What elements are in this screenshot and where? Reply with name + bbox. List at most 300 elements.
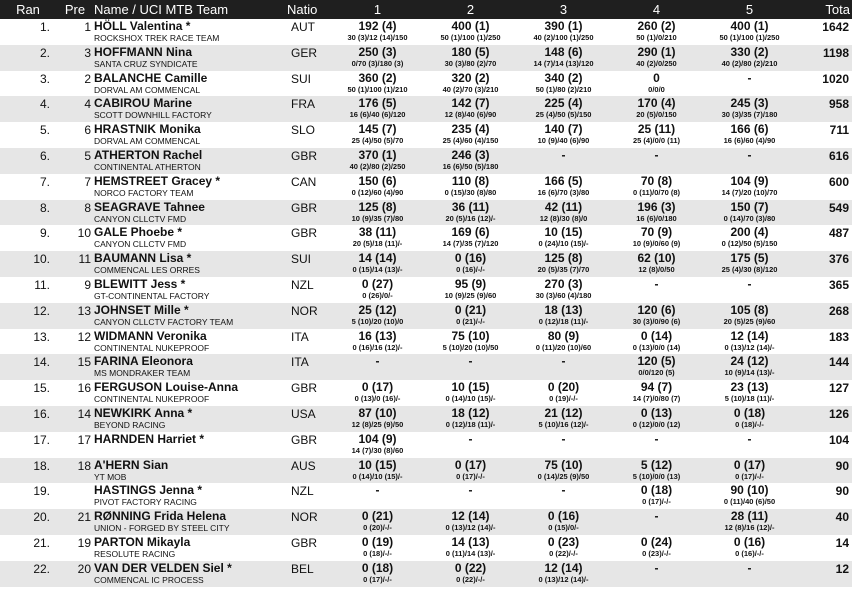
nation-cell: AUT xyxy=(291,20,315,34)
team-name: COMMENCAL LES ORRES xyxy=(94,265,200,276)
round-points: 0 (27) xyxy=(361,276,394,291)
round-1-cell xyxy=(331,303,424,329)
nation-cell: SUI xyxy=(287,251,331,277)
team-name: PIVOT FACTORY RACING xyxy=(94,497,197,508)
round-points: 75 (10) xyxy=(451,328,490,343)
round-points: - xyxy=(747,431,752,446)
previous-rank-cell: 18 xyxy=(56,458,94,484)
team-name: CANYON CLLCTV FMD xyxy=(94,213,187,224)
previous-rank-cell: 15 xyxy=(56,354,94,380)
round-points: 104 (9) xyxy=(730,173,769,188)
round-points: - xyxy=(375,483,380,498)
round-points: 140 (7) xyxy=(544,122,583,137)
total-cell: 1198 xyxy=(796,45,852,71)
round-points: 196 (3) xyxy=(637,199,676,214)
table-row xyxy=(0,225,852,251)
round-detail: 20 (5)/25 (9)/60 xyxy=(723,316,776,326)
round-points: 0 xyxy=(653,70,660,85)
nation-cell: NOR xyxy=(287,509,331,535)
round-detail: 14 (7)/30 (8)/60 xyxy=(351,445,404,455)
round-detail: 5 (10)/0/0 (13) xyxy=(632,471,681,481)
round-points: 12 (14) xyxy=(451,509,490,524)
nation-cell: FRA xyxy=(287,96,331,122)
round-5-cell xyxy=(703,432,796,458)
round-points: - xyxy=(654,560,659,575)
round-2-cell xyxy=(424,71,517,97)
header-nation: Natio xyxy=(287,0,331,19)
table-row xyxy=(0,45,852,71)
table-header xyxy=(0,0,852,19)
round-points: 0 (21) xyxy=(361,509,394,524)
round-points: 80 (9) xyxy=(547,328,580,343)
rider-cell xyxy=(94,251,287,277)
round-points: 192 (4) xyxy=(358,19,397,33)
round-points: 10 (15) xyxy=(544,225,583,240)
round-points: 120 (5) xyxy=(637,354,676,369)
previous-rank-cell: 19 xyxy=(77,535,91,550)
round-detail: 0 (12)/60 (4)/90 xyxy=(351,187,404,197)
round-detail: 10 (9)/14 (13)/- xyxy=(724,368,775,378)
round-5-cell xyxy=(703,509,796,535)
round-points: 0 (18) xyxy=(640,483,673,498)
round-points: - xyxy=(561,354,566,369)
round-points: 75 (10) xyxy=(544,457,583,472)
rank-cell: 12. xyxy=(0,303,56,329)
rank-cell: 16. xyxy=(0,406,56,432)
round-1-cell xyxy=(331,148,424,174)
round-points: 170 (4) xyxy=(637,96,676,111)
round-detail: 12 (8)/30 (8)/0 xyxy=(539,213,588,223)
round-5-cell xyxy=(703,535,796,561)
round-points: 90 (10) xyxy=(730,483,769,498)
round-points: - xyxy=(654,431,659,446)
round-2-cell xyxy=(424,277,517,303)
rider-cell xyxy=(94,509,287,535)
previous-rank-cell: 4 xyxy=(56,96,94,122)
nation-cell: GBR xyxy=(291,226,318,241)
rank-cell: 20. xyxy=(0,509,56,535)
round-detail: 5 (10)/18 (11)/- xyxy=(724,394,775,404)
rider-cell xyxy=(94,148,287,174)
round-points: 62 (10) xyxy=(637,251,676,266)
total-cell: 144 xyxy=(796,354,852,380)
round-points: 18 (12) xyxy=(451,405,490,420)
nation-cell: GBR xyxy=(291,381,318,396)
round-points: 0 (17) xyxy=(733,457,766,472)
round-4-cell xyxy=(610,122,703,148)
round-points: 235 (4) xyxy=(451,122,490,137)
round-points: 10 (15) xyxy=(451,380,490,395)
round-detail: 16 (6)/40 (6)/120 xyxy=(349,110,406,120)
rider-name: GALE Phoebe * xyxy=(94,225,183,240)
round-detail: 50 (1)/100 (1)/250 xyxy=(719,33,780,42)
header-round-2: 2 xyxy=(424,0,517,19)
rank-cell: 10. xyxy=(0,251,56,277)
round-1-cell xyxy=(331,432,424,458)
round-1-cell xyxy=(331,71,424,97)
rider-name: ATHERTON Rachel xyxy=(94,147,203,162)
table-row xyxy=(0,561,852,587)
round-points: 94 (7) xyxy=(640,380,673,395)
round-2-cell xyxy=(424,200,517,226)
round-detail: 0 (15)/0/- xyxy=(548,523,579,533)
table-row xyxy=(0,458,852,484)
round-points: 145 (7) xyxy=(358,122,397,137)
round-points: 360 (2) xyxy=(358,70,397,85)
round-3-cell xyxy=(517,509,610,535)
round-5-cell xyxy=(703,225,796,251)
round-points: 0 (14) xyxy=(640,328,673,343)
round-points: 260 (2) xyxy=(637,19,676,33)
previous-rank-cell: 2 xyxy=(84,71,91,86)
total-cell: 616 xyxy=(796,148,852,174)
nation-cell: NZL xyxy=(291,484,314,499)
round-3-cell xyxy=(517,483,610,509)
round-detail: 10 (9)/25 (9)/60 xyxy=(444,290,497,300)
round-4-cell xyxy=(610,96,703,122)
nation-cell: GBR xyxy=(291,432,318,447)
round-1-cell xyxy=(331,96,424,122)
total-cell: 711 xyxy=(829,123,849,138)
round-3-cell xyxy=(517,432,610,458)
previous-rank-cell: 10 xyxy=(77,226,91,241)
round-points: 104 (9) xyxy=(358,431,397,446)
rank-cell: 6. xyxy=(0,148,56,174)
round-4-cell xyxy=(610,277,703,303)
round-detail: 30 (3)/0/90 (6) xyxy=(632,316,681,326)
nation-cell: GBR xyxy=(287,148,331,174)
rank-cell: 11. xyxy=(34,277,50,292)
round-1-cell xyxy=(331,354,424,380)
total-cell: 1642 xyxy=(822,20,849,34)
round-points: 0 (17) xyxy=(361,380,394,395)
round-points: 70 (9) xyxy=(640,225,673,240)
table-row xyxy=(0,509,852,535)
total-cell: 487 xyxy=(828,226,849,241)
rider-cell xyxy=(94,174,287,200)
team-name: CANYON CLLCTV FMD xyxy=(94,239,187,250)
rider-name: BAUMANN Lisa * xyxy=(94,251,192,266)
total-cell: 90 xyxy=(796,458,852,484)
rider-name: FARINA Eleonora xyxy=(94,354,193,369)
round-points: 0 (16) xyxy=(733,534,766,549)
round-3-cell xyxy=(517,277,610,303)
previous-rank-cell xyxy=(56,483,94,509)
rank-cell: 13. xyxy=(33,329,50,344)
round-4-cell xyxy=(610,432,703,458)
round-detail: 14 (7)/35 (7)/120 xyxy=(442,239,499,249)
round-points: - xyxy=(654,147,659,162)
previous-rank-cell: 17 xyxy=(77,432,91,447)
table-row xyxy=(0,380,852,406)
round-4-cell xyxy=(610,303,703,329)
round-3-cell xyxy=(517,303,610,329)
round-3-cell xyxy=(517,96,610,122)
round-2-cell xyxy=(424,329,517,355)
round-points: 28 (11) xyxy=(730,509,769,524)
round-detail: 50 (1)/100 (1)/210 xyxy=(347,84,408,94)
round-detail: 0 (14)/70 (3)/80 xyxy=(723,213,776,223)
nation-cell: CAN xyxy=(291,174,317,189)
round-detail: 5 (10)/20 (10)/0 xyxy=(351,316,404,326)
round-detail: 0/0/0 xyxy=(648,84,665,94)
rider-cell xyxy=(94,96,287,122)
round-2-cell xyxy=(424,174,517,200)
round-detail: 0 (23)/-/- xyxy=(642,548,671,558)
round-1-cell xyxy=(331,200,424,226)
round-points: - xyxy=(747,70,752,85)
team-name: CONTINENTAL ATHERTON xyxy=(94,161,201,172)
round-detail: 0 (11)/20 (10)/60 xyxy=(535,342,592,352)
nation-cell: NZL xyxy=(291,277,314,292)
round-points: - xyxy=(468,354,473,369)
round-points: 0 (18) xyxy=(733,405,766,420)
rider-cell xyxy=(94,535,287,561)
rider-cell xyxy=(94,277,287,303)
table-row xyxy=(0,303,852,329)
nation-cell: BEL xyxy=(287,561,331,587)
round-points: 400 (1) xyxy=(730,19,769,33)
round-5-cell xyxy=(703,303,796,329)
rider-name: WIDMANN Veronika xyxy=(94,328,207,343)
round-points: 250 (3) xyxy=(358,44,397,59)
round-3-cell xyxy=(517,71,610,97)
round-detail: 50 (1)/100 (1)/250 xyxy=(440,33,501,42)
round-points: - xyxy=(468,483,473,498)
team-name: SCOTT DOWNHILL FACTORY xyxy=(94,110,212,121)
round-2-cell xyxy=(424,483,517,509)
round-detail: 0 (18)/-/- xyxy=(735,419,764,429)
team-name: YT MOB xyxy=(94,471,127,482)
round-points: 370 (1) xyxy=(358,147,397,162)
round-3-cell xyxy=(517,458,610,484)
total-cell: 90 xyxy=(835,484,849,499)
rider-name: VAN DER VELDEN Siel * xyxy=(94,560,232,575)
rider-cell xyxy=(94,200,287,226)
round-detail: 0 (13)/12 (14)/- xyxy=(445,523,496,533)
round-detail: 0 (13)/12 (14)/- xyxy=(724,342,775,352)
round-1-cell xyxy=(331,174,424,200)
round-3-cell xyxy=(517,45,610,71)
team-name: NORCO FACTORY TEAM xyxy=(94,187,194,198)
round-2-cell xyxy=(424,148,517,174)
round-detail: 0 (14)/10 (15)/- xyxy=(352,471,403,481)
round-points: 200 (4) xyxy=(730,225,769,240)
round-detail: 0/70 (3)/180 (3) xyxy=(351,58,404,68)
round-detail: 0 (16)/-/- xyxy=(735,548,764,558)
round-detail: 16 (6)/70 (3)/80 xyxy=(537,187,590,197)
rider-cell xyxy=(94,19,287,45)
total-cell: 183 xyxy=(828,329,849,344)
round-detail: 25 (4)/50 (5)/150 xyxy=(535,110,592,120)
round-points: 390 (1) xyxy=(544,19,583,33)
round-4-cell xyxy=(610,19,703,45)
rider-cell xyxy=(94,561,287,587)
round-points: 225 (4) xyxy=(544,96,583,111)
round-detail: 30 (3)/12 (14)/150 xyxy=(347,33,408,42)
table-row xyxy=(0,200,852,226)
rider-name: NEWKIRK Anna * xyxy=(94,405,193,420)
total-cell: 126 xyxy=(796,406,852,432)
rider-cell xyxy=(94,354,287,380)
round-points: 0 (24) xyxy=(640,534,673,549)
round-5-cell xyxy=(703,406,796,432)
rank-cell: 18. xyxy=(0,458,56,484)
total-cell: 549 xyxy=(796,200,852,226)
round-points: 95 (9) xyxy=(454,276,487,291)
round-4-cell xyxy=(610,561,703,587)
rider-name: JOHNSET Mille * xyxy=(94,302,189,317)
round-3-cell xyxy=(517,122,610,148)
team-name: DORVAL AM COMMENCAL xyxy=(94,136,201,147)
round-1-cell xyxy=(331,122,424,148)
nation-cell: GBR xyxy=(287,200,331,226)
team-name: BEYOND RACING xyxy=(94,419,166,430)
previous-rank-cell: 5 xyxy=(56,148,94,174)
team-name: UNION - FORGED BY STEEL CITY xyxy=(94,523,230,534)
round-detail: 0 (13)/12 (14)/- xyxy=(538,574,589,584)
round-points: - xyxy=(561,431,566,446)
previous-rank-cell: 21 xyxy=(56,509,94,535)
round-1-cell xyxy=(331,45,424,71)
round-detail: 30 (3)/35 (7)/180 xyxy=(721,110,778,120)
round-4-cell xyxy=(610,225,703,251)
round-points: 14 (14) xyxy=(358,251,397,266)
rider-cell xyxy=(94,303,287,329)
rank-cell: 21. xyxy=(33,535,50,550)
round-2-cell xyxy=(424,380,517,406)
rank-cell: 22. xyxy=(0,561,56,587)
nation-cell: SLO xyxy=(291,123,316,138)
round-5-cell xyxy=(703,122,796,148)
round-5-cell xyxy=(703,277,796,303)
round-detail: 0 (19)/-/- xyxy=(549,394,578,404)
previous-rank-cell: 3 xyxy=(56,45,94,71)
round-1-cell xyxy=(331,277,424,303)
round-2-cell xyxy=(424,251,517,277)
round-points: - xyxy=(654,276,659,291)
table-row xyxy=(0,251,852,277)
round-detail: 0 (11)/0/70 (8) xyxy=(632,187,681,197)
round-detail: 0 (16)/16 (12)/- xyxy=(352,342,403,352)
rider-name: PARTON Mikayla xyxy=(94,534,191,549)
round-points: 0 (19) xyxy=(361,534,394,549)
total-cell: 104 xyxy=(828,432,849,447)
previous-rank-cell: 11 xyxy=(56,251,94,277)
round-5-cell xyxy=(703,329,796,355)
round-5-cell xyxy=(703,483,796,509)
round-points: 105 (8) xyxy=(730,302,769,317)
round-5-cell xyxy=(703,96,796,122)
nation-cell: NOR xyxy=(287,303,331,329)
round-points: 0 (16) xyxy=(454,251,487,266)
rider-name: SEAGRAVE Tahnee xyxy=(94,199,205,214)
round-1-cell xyxy=(331,251,424,277)
round-detail: 16 (6)/50 (5)/180 xyxy=(442,161,499,171)
round-1-cell xyxy=(331,535,424,561)
rank-cell: 17. xyxy=(33,432,50,447)
round-detail: 0 (12)/18 (11)/- xyxy=(445,419,496,429)
table-row xyxy=(0,148,852,174)
total-cell: 376 xyxy=(796,251,852,277)
round-5-cell xyxy=(703,71,796,97)
round-detail: 0 (12)/0/0 (12) xyxy=(632,419,681,429)
round-points: 290 (1) xyxy=(637,44,676,59)
rider-name: A'HERN Sian xyxy=(94,457,169,472)
round-2-cell xyxy=(424,122,517,148)
round-1-cell xyxy=(331,483,424,509)
rank-cell: 19. xyxy=(33,484,50,499)
total-cell: 40 xyxy=(796,509,852,535)
round-detail: 0 (13)/0/0 (14) xyxy=(632,342,681,352)
round-points: 150 (6) xyxy=(358,173,397,188)
round-points: 0 (23) xyxy=(547,534,580,549)
table-row xyxy=(0,354,852,380)
previous-rank-cell: 12 xyxy=(77,329,91,344)
round-1-cell xyxy=(331,19,424,45)
round-4-cell xyxy=(610,380,703,406)
round-points: 148 (6) xyxy=(544,44,583,59)
rank-cell: 3. xyxy=(39,71,50,86)
round-2-cell xyxy=(424,303,517,329)
rider-cell xyxy=(94,122,287,148)
previous-rank-cell: 6 xyxy=(84,123,91,138)
round-1-cell xyxy=(331,225,424,251)
round-detail: 5 (10)/20 (10)/50 xyxy=(442,342,499,352)
round-points: 150 (7) xyxy=(730,199,769,214)
round-detail: 25 (4)/0/0 (11) xyxy=(632,136,681,146)
table-row xyxy=(0,122,852,148)
rank-cell: 7. xyxy=(39,174,50,189)
round-4-cell xyxy=(610,200,703,226)
table-row xyxy=(0,174,852,200)
round-detail: 40 (2)/80 (2)/250 xyxy=(349,161,406,171)
round-2-cell xyxy=(424,225,517,251)
round-5-cell xyxy=(703,45,796,71)
rider-name: RØNNING Frida Helena xyxy=(94,509,227,524)
round-points: 0 (18) xyxy=(361,560,394,575)
round-points: 5 (12) xyxy=(640,457,673,472)
round-1-cell xyxy=(331,509,424,535)
round-points: - xyxy=(561,483,566,498)
rider-name: HOFFMANN Nina xyxy=(94,44,192,59)
round-5-cell xyxy=(703,174,796,200)
round-3-cell xyxy=(517,329,610,355)
round-detail: 0 (24)/10 (15)/- xyxy=(538,239,589,249)
nation-cell: AUS xyxy=(287,458,331,484)
round-points: 25 (11) xyxy=(637,122,676,137)
header-round-1: 1 xyxy=(331,0,424,19)
round-detail: 50 (1)/0/210 xyxy=(636,33,677,42)
round-3-cell xyxy=(517,19,610,45)
round-2-cell xyxy=(424,406,517,432)
header-round-3: 3 xyxy=(517,0,610,19)
round-points: 16 (13) xyxy=(358,328,397,343)
round-points: 0 (22) xyxy=(454,560,487,575)
round-4-cell xyxy=(610,174,703,200)
table-row xyxy=(0,483,852,509)
round-points: 14 (13) xyxy=(451,534,490,549)
rider-name: HARNDEN Harriet * xyxy=(94,431,205,446)
round-3-cell xyxy=(517,200,610,226)
team-name: MS MONDRAKER TEAM xyxy=(94,368,191,379)
round-5-cell xyxy=(703,458,796,484)
table-row xyxy=(0,96,852,122)
round-points: 340 (2) xyxy=(544,70,583,85)
rank-cell: 4. xyxy=(0,96,56,122)
round-3-cell xyxy=(517,148,610,174)
rider-cell xyxy=(94,432,287,458)
